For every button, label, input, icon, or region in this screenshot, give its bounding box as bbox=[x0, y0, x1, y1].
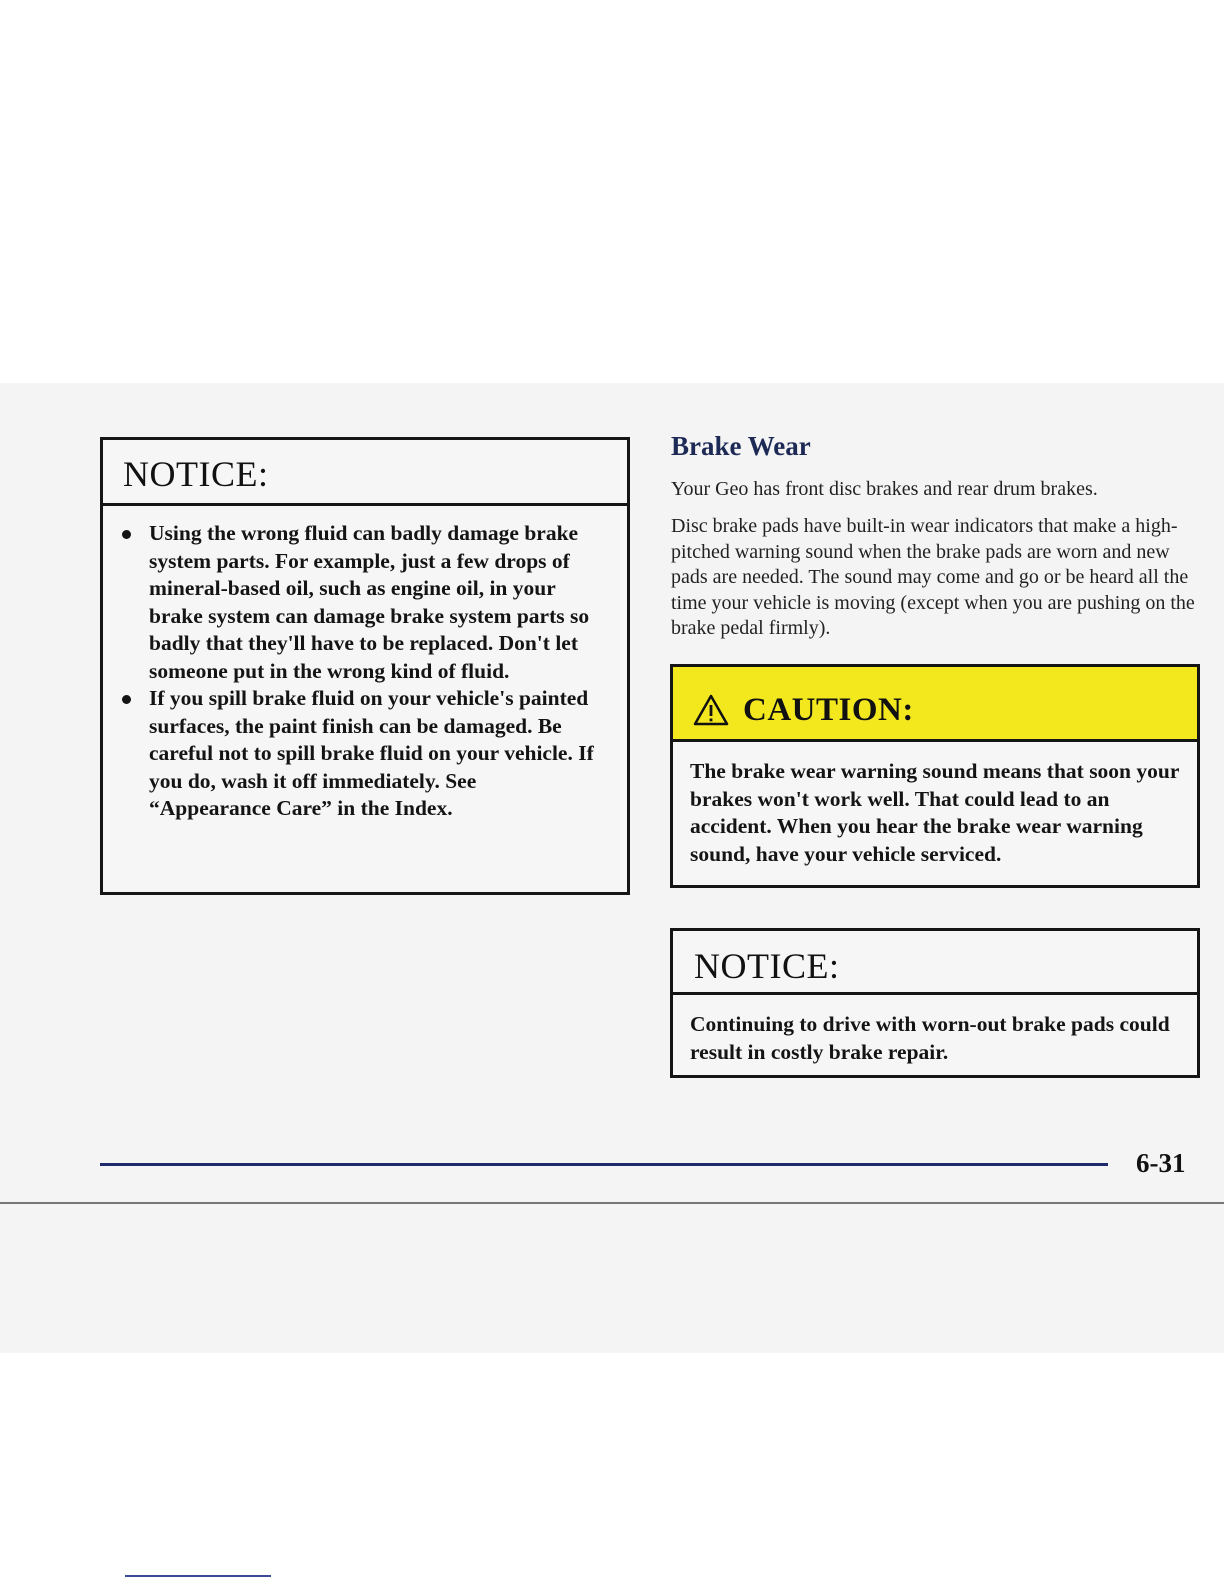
caution-box bbox=[670, 664, 1200, 888]
notice-text: Continuing to drive with worn-out brake pads could result in costly brake repair. bbox=[690, 1012, 1170, 1064]
body-paragraph: Disc brake pads have built-in wear indicators that make a high-pitched warning sound when the brake pads are worn and new pads are needed. The sound may come and go or be heard all the time your vehicle is moving (except when you are pushing on the brake pedal firmly). bbox=[671, 515, 1195, 639]
section-title-brake-wear: Brake Wear bbox=[671, 431, 811, 461]
page-number: 6-31 bbox=[1136, 1148, 1186, 1178]
corner-mark bbox=[125, 1575, 271, 1577]
caution-header bbox=[673, 667, 1197, 742]
warning-triangle-icon bbox=[693, 694, 729, 726]
bullet-text: If you spill brake fluid on your vehicle's painted surfaces, the paint finish can be damaged. Be careful not to spill brake fluid on your vehicle. If you do, wash it off immediately. See “Appearance Care” in the Index. bbox=[149, 686, 594, 820]
caution-heading: CAUTION: bbox=[743, 691, 914, 728]
footer-rule bbox=[100, 1163, 1108, 1166]
bottom-divider bbox=[0, 1202, 1224, 1204]
bullet-text: Using the wrong fluid can badly damage brake system parts. For example, just a few drops of mineral-based oil, such as engine oil, in your brake system can damage brake system parts so badly that they'll have to be replaced. Don't let someone put in the wrong kind of fluid. bbox=[149, 521, 590, 683]
caution-text: The brake wear warning sound means that soon your brakes won't work well. That could lead to an accident. When you hear the brake wear warning sound, have your vehicle serviced. bbox=[690, 759, 1179, 866]
notice-heading: NOTICE: bbox=[673, 931, 1197, 995]
notice-box-fluid bbox=[100, 437, 630, 895]
list-item bbox=[149, 520, 597, 685]
bullet-icon bbox=[122, 695, 131, 704]
notice-heading: NOTICE: bbox=[103, 440, 627, 506]
notice-box-brake-pads bbox=[670, 928, 1200, 1078]
bullet-icon bbox=[122, 530, 131, 539]
list-item bbox=[149, 685, 597, 823]
notice-bullet-list bbox=[103, 506, 627, 823]
body-paragraph: Your Geo has front disc brakes and rear drum brakes. bbox=[671, 478, 1098, 500]
